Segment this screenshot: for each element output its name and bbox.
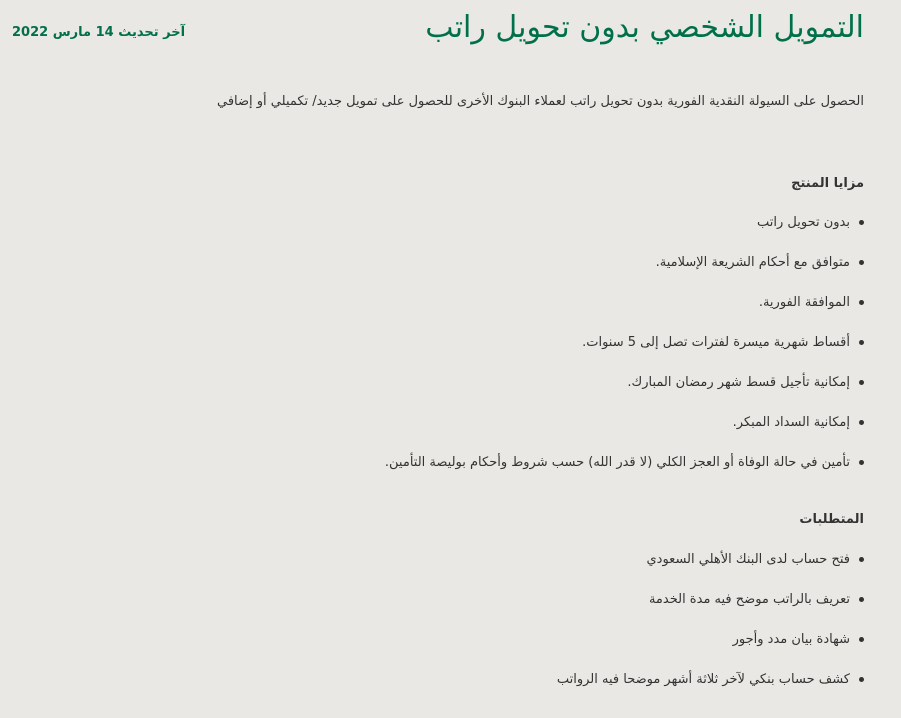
requirements-section-title: المتطلبات [799,512,864,527]
bullet-icon [859,460,864,465]
requirement-item [557,630,864,670]
feature-item [385,413,864,453]
bullet-icon [859,300,864,305]
requirement-item-text: فتح حساب لدى البنك الأهلي السعودي [646,552,850,567]
feature-item-text: أقساط شهرية ميسرة لفترات تصل إلى 5 سنوات. [582,335,850,350]
requirement-item-text: تعريف بالراتب موضح فيه مدة الخدمة [648,592,850,607]
bullet-icon [859,597,864,602]
requirement-item [557,590,864,630]
feature-item [385,453,864,493]
intro-text: الحصول على السيولة النقدية الفورية بدون تحويل راتب لعملاء البنوك الأخرى للحصول على تمويل جديد/ تكميلي أو إضافي [216,94,864,109]
page-title: التمويل الشخصي بدون تحويل راتب [425,10,864,45]
requirement-item [557,670,864,710]
feature-item-text: الموافقة الفورية. [758,295,850,310]
feature-item [385,293,864,333]
bullet-icon [859,637,864,642]
bullet-icon [859,380,864,385]
feature-item [385,333,864,373]
features-list [385,213,864,493]
requirements-list [557,550,864,710]
bullet-icon [859,557,864,562]
feature-item [385,373,864,413]
bullet-icon [859,420,864,425]
bullet-icon [859,677,864,682]
requirement-item-text: كشف حساب بنكي لآخر ثلاثة أشهر موضحا فيه الرواتب [556,672,850,687]
bullet-icon [859,220,864,225]
feature-item-text: بدون تحويل راتب [757,215,850,230]
feature-item-text: تأمين في حالة الوفاة أو العجز الكلي (لا قدر الله) حسب شروط وأحكام بوليصة التأمين. [384,455,850,470]
bullet-icon [859,340,864,345]
feature-item-text: متوافق مع أحكام الشريعة الإسلامية. [655,255,850,270]
features-section-title: مزايا المنتج [791,176,864,191]
feature-item-text: إمكانية تأجيل قسط شهر رمضان المبارك. [627,375,850,390]
last-updated-date: آخر تحديث 14 مارس 2022 [12,25,186,40]
requirement-item-text: شهادة بيان مدد وأجور [732,632,850,647]
feature-item [385,213,864,253]
bullet-icon [859,260,864,265]
feature-item-text: إمكانية السداد المبكر. [732,415,850,430]
requirement-item [557,550,864,590]
feature-item [385,253,864,293]
